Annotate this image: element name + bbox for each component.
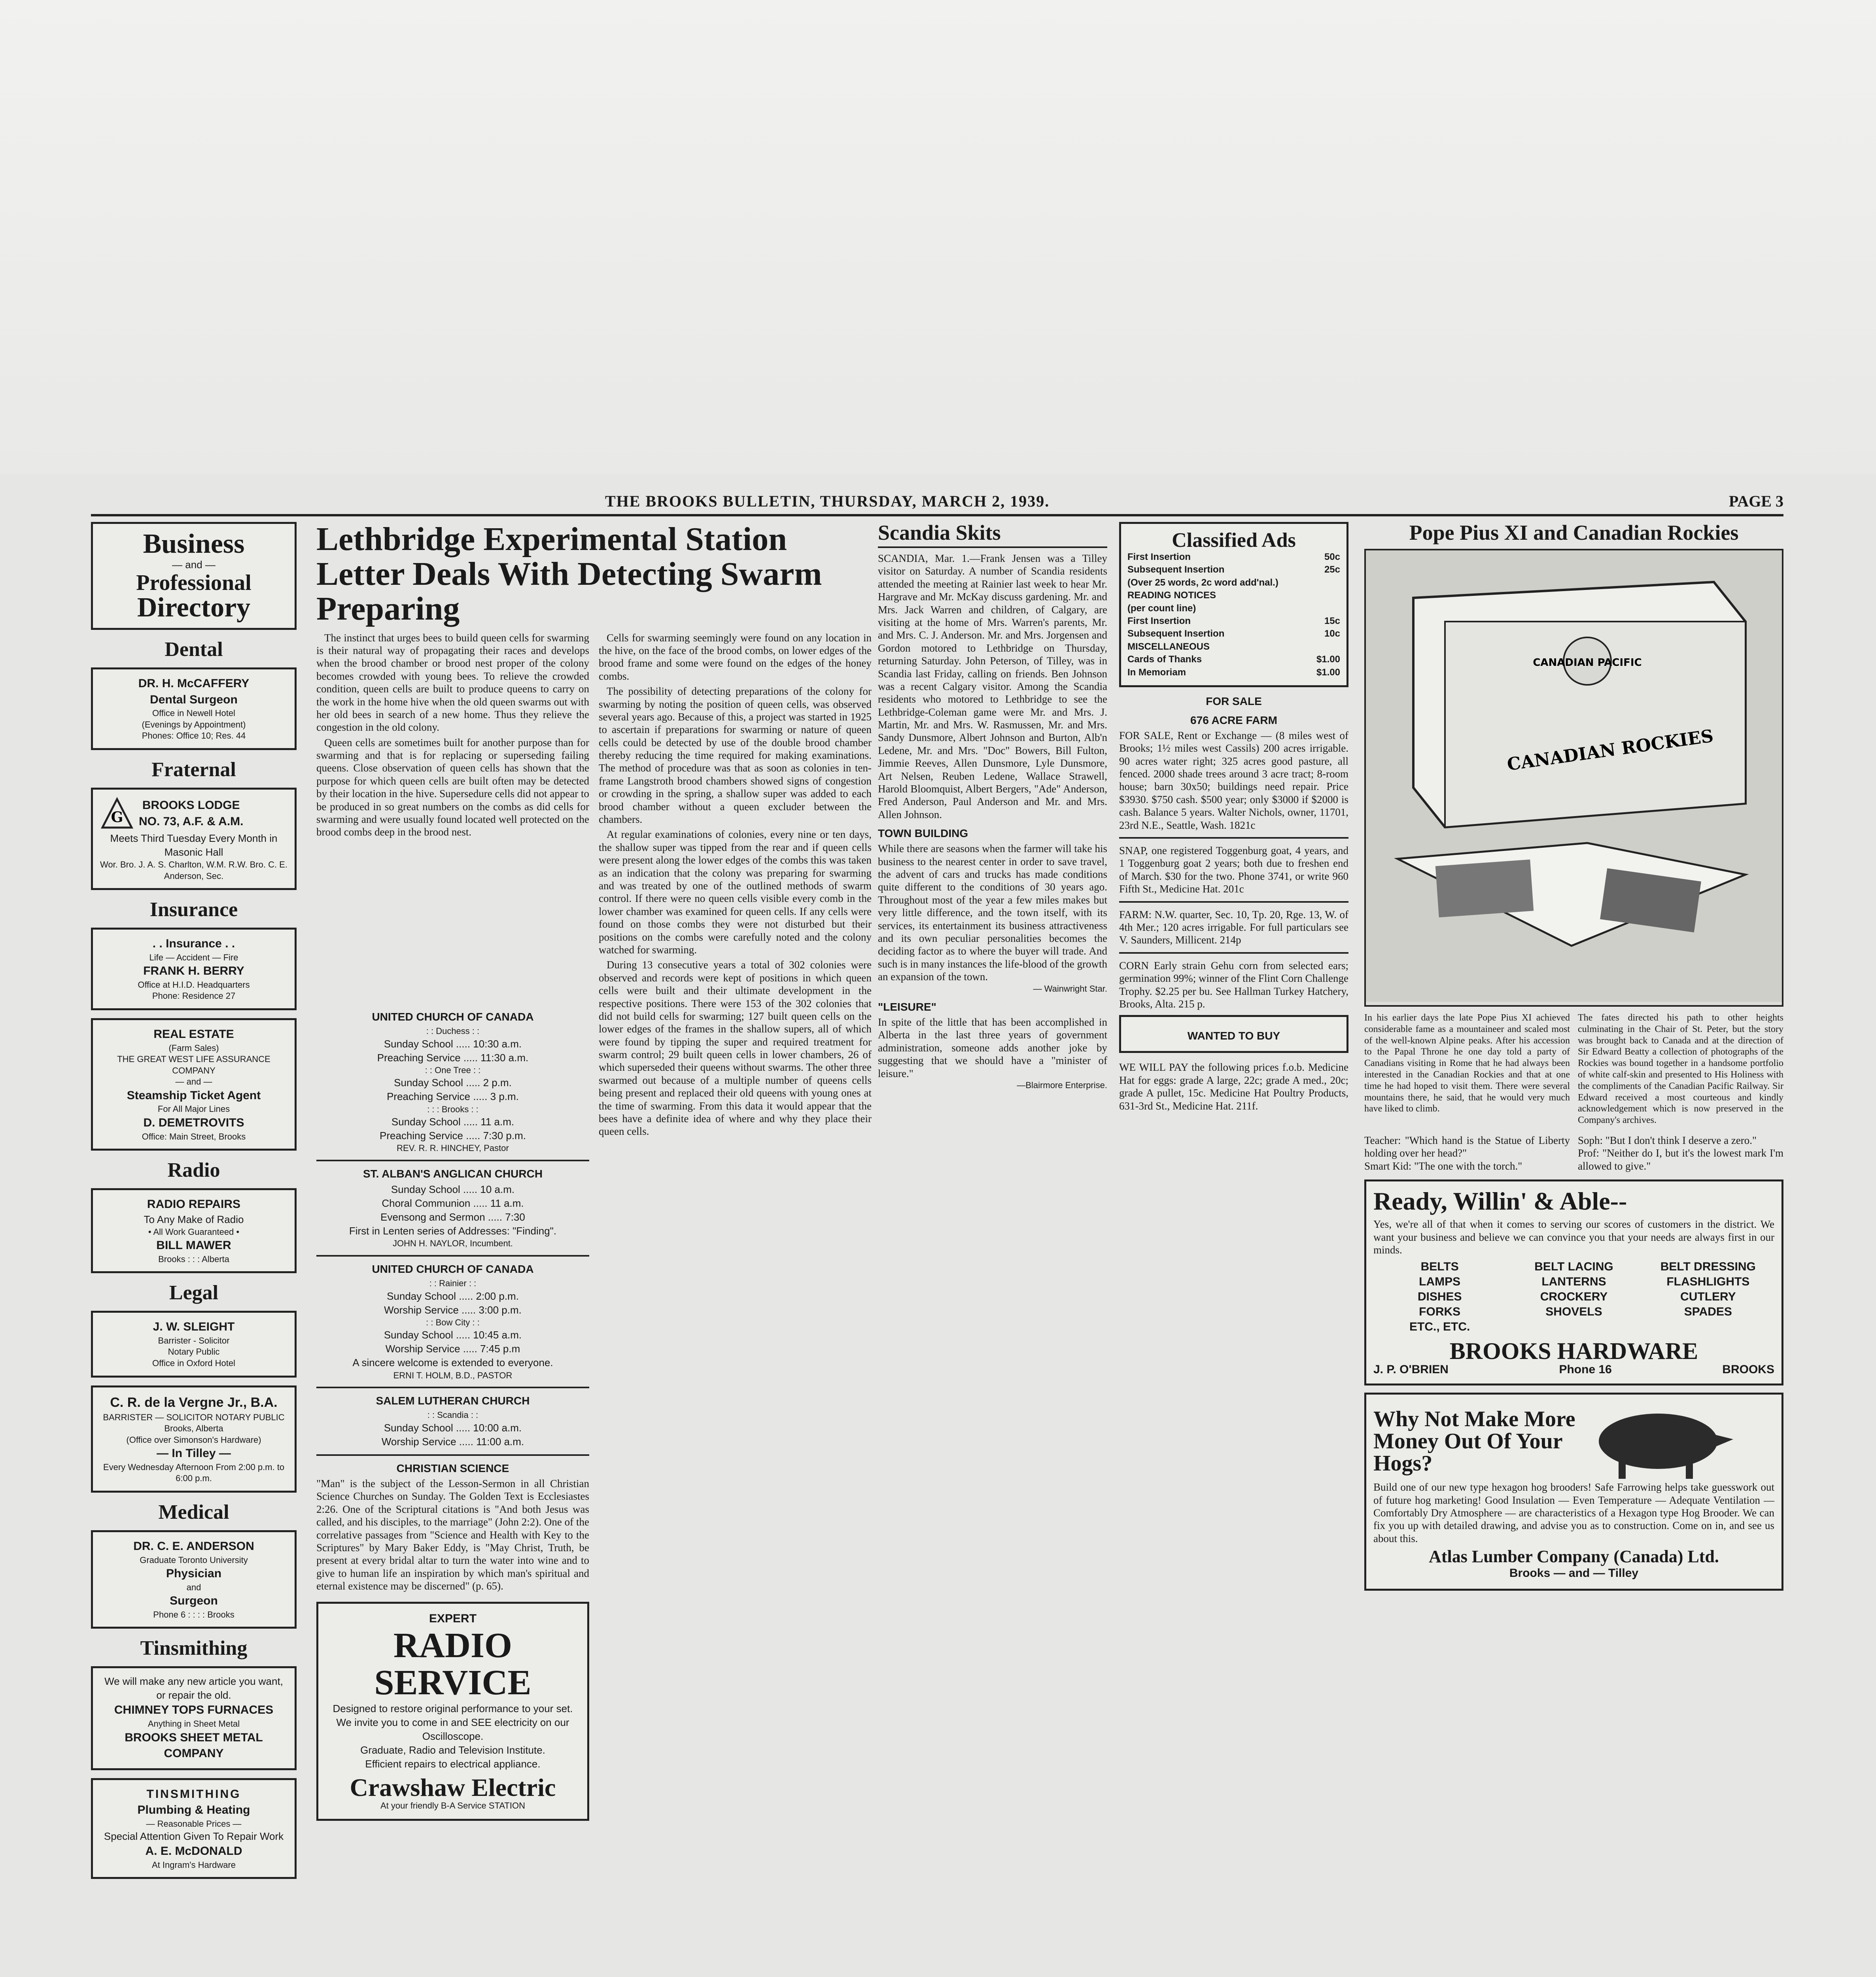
united2-pastor: ERNI T. HOLM, B.D., PASTOR [393,1370,512,1380]
for-sale-head: FOR SALE [1206,695,1262,707]
doctor-role-1: Physician [166,1567,222,1580]
hardware-item: CUTLERY [1680,1290,1736,1304]
rates-table [1127,551,1340,679]
tinsmith-company: BROOKS SHEET METAL COMPANY [125,1731,263,1760]
tinsmith2-prices: — Reasonable Prices — [146,1818,242,1829]
radio-name: BILL MAWER [156,1239,231,1252]
hardware-item: CROCKERY [1540,1290,1608,1304]
united-church-title: UNITED CHURCH OF CANADA [372,1011,534,1023]
joke-2: Smart Kid: "The one with the torch." [1364,1160,1522,1172]
hardware-item: BELTS [1420,1260,1459,1274]
hardware-items [1373,1260,1774,1334]
rate-price: 50c [1324,552,1340,562]
dentist-role: Dental Surgeon [150,693,238,706]
directory-title: Business [143,529,245,559]
section-heading-legal: Legal [169,1281,219,1304]
stalbans-sig: JOHN H. NAYLOR, Incumbent. [392,1238,513,1249]
insurance-agent: FRANK H. BERRY [143,964,244,978]
lodge-officers: Wor. Bro. J. A. S. Charlton, W.M. R.W. Bro. C. E. Anderson, Sec. [100,860,287,881]
rate-row [1127,666,1340,679]
united-l3: Sunday School ..... 2 p.m. [394,1077,512,1089]
fraternal-card [91,788,297,890]
rate-price: $1.00 [1316,654,1340,665]
divider [1119,901,1348,903]
directory-title-box [91,522,297,630]
section-heading-dental: Dental [165,638,223,661]
tinsmith-text: We will make any new article you want, or repair the old. [104,1675,283,1701]
leisure-sig: —Blairmore Enterprise. [1017,1080,1107,1091]
insurance-types: Life — Accident — Fire [149,952,238,962]
hog-text: Build one of our new type hexagon hog brooders! Safe Farrowing helps take guesswork out of future hog marketing! Good Insulation — Even Temperature — Adequate Ventilation — Comfortably Dry Atmosphere — are characteristics of a Hexagon type Hog Brooder. We can fix you up with detailed drawing, and advise you as to construction. Come on in, and see us about this. [1373,1481,1774,1544]
rate-label: READING NOTICES [1127,590,1216,601]
section-heading-tinsmithing: Tinsmithing [140,1637,248,1660]
realestate-office: Office: Main Street, Brooks [142,1131,246,1142]
tinsmith-chimney: CHIMNEY TOPS FURNACES [114,1703,274,1717]
page-header [91,490,1783,516]
radio-service-ad [316,1602,589,1821]
doctor-name: DR. C. E. ANDERSON [133,1540,254,1553]
svg-text:G: G [111,809,123,826]
scandia-column [878,522,1107,1091]
rate-row [1127,551,1340,563]
united2-l5: A sincere welcome is extended to everyone. [352,1357,553,1369]
tinsmith2-sub: Plumbing & Heating [137,1803,250,1817]
book-brand: CANADIAN PACIFIC [1533,657,1642,669]
hardware-item: FORKS [1419,1305,1461,1319]
joke-3: Soph: "But I don't think I deserve a zero." [1578,1134,1757,1146]
dentist-hours: (Evenings by Appointment) [142,719,246,730]
doctor-and: and [186,1582,201,1592]
pope-headline: Pope Pius XI and Canadian Rockies [1409,521,1739,544]
pope-feature [1364,522,1783,1598]
united2-l3: Sunday School ..... 10:45 a.m. [384,1329,522,1341]
microfilm-margin [0,0,1876,474]
radio-ad-l3: Graduate, Radio and Television Institute. [360,1744,545,1756]
radio-ad-name: Crawshaw Electric [350,1773,556,1802]
insurance-label: . . Insurance . . [152,937,235,951]
radio-guarantee: • All Work Guaranteed • [148,1227,240,1237]
portfolio-photo [1364,549,1783,1007]
wanted-head: WANTED TO BUY [1187,1030,1280,1042]
rate-row [1127,589,1340,602]
book-label: CANADIAN ROCKIES [1506,726,1715,775]
realestate-agent: D. DEMETROVITS [143,1116,244,1129]
rate-price: 25c [1324,564,1340,575]
pig-icon [1579,1402,1737,1481]
page-number: PAGE 3 [1728,492,1783,510]
newspaper-page [91,490,1783,1977]
church-notices [316,1004,589,1828]
dentist-phones: Phones: Office 10; Res. 44 [142,731,246,741]
classified-column [1119,522,1348,1112]
rate-row [1127,576,1340,589]
farm2-ad: FARM: N.W. quarter, Sec. 10, Tp. 20, Rge. 13, W. of 4th Mer.; 120 acres irrigable. For full particulars see V. Saunders, Millicent. 214p [1119,908,1348,946]
lethbridge-p4: The possibility of detecting preparations of the colony for swarming by noting the position of queen cells, was observed several years ago. Because of this, a project was started in 1925 to ascertain if preparations for swarming or nature of queen cells could be detected by use of the double brood chamber thereby reducing the time required for making examinations. The method of procedure was that as soon as colonies in ten-frame Langstroth brood chambers showed signs of congestion or crowding in the spring, a shallow super was added to each brood chamber without a queen excluder between the chambers. [599,685,872,826]
united-onetree: : : One Tree : : [425,1065,481,1075]
salem-l1: Sunday School ..... 10:00 a.m. [384,1421,522,1434]
rate-label: MISCELLANEOUS [1127,641,1210,652]
joke-4: Prof: "Neither do I, but it's the lowest mark I'm allowed to give." [1578,1147,1783,1172]
hardware-text: Yes, we're all of that when it comes to serving our scores of customers in the district. We want your business and believe we can convince you that your needs are always first in our minds. [1373,1218,1774,1256]
lawyer2-role: BARRISTER — SOLICITOR NOTARY PUBLIC [103,1412,285,1422]
united-duchess: : : Duchess : : [426,1026,480,1036]
hardware-item: DISHES [1417,1290,1462,1304]
lethbridge-p1: The instinct that urges bees to build queen cells for swarming is their natural way of propagating their races and develops when the brood chamber or brood nest proper of the colony becomes crowded with young bees. To relieve the crowded condition, queen cells are built to produce queens to carry on the work in the home hive when the old queen swarms out with her old bees in search of a new home. Thus they relieve the congestion in the old colony. [316,631,589,733]
radio-ad-l4: Efficient repairs to electrical appliance. [365,1758,541,1770]
hardware-phone: Phone 16 [1559,1363,1612,1376]
pope-caption-2: The fates directed his path to other heights culminating in the Chair of St. Peter, but the story was brought back to Canada and at the direction of Sir Edward Beatty a collection of photographs of the Rockies was bound together in a handsome portfolio of white calf-skin and presented to His Holiness with the compliments of the Canadian Pacific Railway. Sir Edward received a most courteous and kindly acknowledgement which is now preserved in the Company's archives. [1578,1013,1783,1126]
scandia-text: SCANDIA, Mar. 1.—Frank Jensen was a Tilley visitor on Saturday. A number of Scandia residents attended the meeting at Rainier last week to hear Mr. Hargrave and Mr. McKay discuss gardening. Mr. and Mrs. Jack Warren and children, of Calgary, are visiting at the home of Mrs. Warren's parents, Mr. and Mrs. C. J. Anderson. Mr. and Mrs. Jorgensen and Gordon motored to Lethbridge on Thursday, returning Saturday. John Peterson, of Tilley, was in Scandia last Friday, calling on friends. Ben Johnson was a recent Calgary visitor. Among the Scandia residents who motored to Lethbridge to see the Lethbridge-Coleman game were Mr. and Mrs. J. Martin, Mr. and Mrs. W. Rasmussen, Mr. and Mrs. Sandy Dunsmore, Albert Johnson and Burton, Alb'n Ledene, Mr. and Mrs. "Doc" Bowers, Bill Fulton, Jimmie Reeves, Allen Dunsmore, Lyle Dunsmore, Art Nelsen, Reuben Ledene, Wallace Strawell, Harold Bloomquist, Albert Bergers, "Ade" Anderson, Fred Anderson, Paul Anderson and Mr. and Mrs. Allen Johnson. [878,552,1107,820]
radio-card [91,1188,297,1273]
hardware-item: SPADES [1684,1305,1732,1319]
tinsmith2-name: A. E. McDONALD [145,1845,242,1858]
section-heading-insurance: Insurance [149,898,238,921]
pope-caption-1: In his earlier days the late Pope Pius XI achieved considerable fame as a mountaineer and scaled most of the well-known Alpine peaks. After his accession to the Papal Throne he one day told a party of Canadians visiting in Rome that he had always been interested in the Canadian Rockies and that at one time he had hoped to visit them. There were several mountains there, he said, that he would very much have liked to climb. [1364,1013,1570,1114]
hardware-name: BROOKS HARDWARE [1449,1338,1698,1365]
hardware-item: LANTERNS [1541,1275,1606,1289]
realestate-steamship: Steamship Ticket Agent [127,1089,261,1102]
rate-price: 10c [1324,628,1340,639]
united-l5: Sunday School ..... 11 a.m. [391,1116,514,1128]
divider [316,1255,589,1257]
doctor-phone: Phone 6 : : : : Brooks [153,1609,234,1620]
hardware-item: ETC., ETC. [1409,1320,1470,1334]
rate-price: $1.00 [1316,667,1340,678]
united-l2: Preaching Service ..... 11:30 a.m. [377,1051,529,1064]
lawyer2-name: C. R. de la Vergne Jr., B.A. [110,1395,278,1410]
classified-title: Classified Ads [1172,529,1296,552]
divider [316,1454,589,1456]
medical-card [91,1530,297,1629]
realestate-title: REAL ESTATE [153,1028,234,1041]
realestate-and: — and — [175,1077,212,1087]
rate-label: Subsequent Insertion [1127,628,1225,639]
united-l1: Sunday School ..... 10:30 a.m. [384,1038,522,1050]
rate-label: (per count line) [1127,603,1196,614]
united2-title: UNITED CHURCH OF CANADA [372,1263,534,1275]
leisure-head: "LEISURE" [878,1001,936,1013]
rate-row [1127,653,1340,666]
scandia-headline: Scandia Skits [878,522,1107,548]
hardware-item: LAMPS [1419,1275,1461,1289]
dentist-office: Office in Newell Hotel [152,708,235,718]
dental-card [91,667,297,750]
tinsmith-metal: Anything in Sheet Metal [148,1718,240,1729]
lethbridge-p2: Queen cells are sometimes built for another purpose than for swarming and that is for replacing or superseding failing queens. Close observation of queen cells has shown that the purpose for which queen cells are built often may be detected by their location in the hive. Supersedure cells did not appear to be produced in so great numbers on the combs as did cells for swarming and were usually found located well protected on the brood combs deep in the brood nest. [316,736,589,838]
snap-ad: SNAP, one registered Toggenburg goat, 4 years, and 1 Toggenburg goat 2 years; both due to freshen end of March. $30 for the two. Phone 3741, or write 960 Fifth St., Medicine Hat. 201c [1119,845,1348,895]
radio-town: Brooks : : : Alberta [158,1254,229,1264]
united-brooks: : : : Brooks : : [427,1104,478,1114]
realestate-company: THE GREAT WEST LIFE ASSURANCE COMPANY [117,1054,270,1075]
rate-row [1127,563,1340,576]
lawyer-role: Barrister - Solicitor [158,1335,230,1346]
divider [1119,952,1348,954]
divider [1119,837,1348,839]
realestate-lines: For All Major Lines [157,1104,230,1114]
rate-price: 15c [1324,615,1340,626]
wanted-box [1119,1015,1348,1053]
radio-ad-title-1: RADIO [393,1625,512,1665]
united2-rainier: : : Rainier : : [429,1278,477,1288]
rate-label: First Insertion [1127,552,1191,562]
united2-bowcity: : : Bow City : : [426,1317,480,1327]
rate-row [1127,641,1340,653]
hardware-item: BELT DRESSING [1660,1260,1756,1274]
united2-l1: Sunday School ..... 2:00 p.m. [387,1290,519,1302]
tinsmith2-title: TINSMITHING [146,1787,241,1801]
rate-row [1127,627,1340,640]
lawyer-name: J. W. SLEIGHT [153,1320,235,1334]
doctor-grad: Graduate Toronto University [140,1555,248,1565]
divider [316,1160,589,1161]
joke-1: Teacher: "Which hand is the Statue of Liberty holding over her head?" [1364,1134,1570,1159]
corn-ad: CORN Early strain Gehu corn from selected ears; germination 99%; winner of the Flint Corn Challenge Trophy. $2.25 per bu. See Hallman Turkey Hatchery, Brooks, Alta. 215 p. [1119,959,1348,1010]
lethbridge-p5: At regular examinations of colonies, every nine or ten days, the shallow super was tipped from the rear and if queen cells were present along the lower edges of the combs this was taken as an indication that the colony was preparing for swarming and was treated by one of the outlined methods of swarm control. If there were no queen cells visible every comb in the lower chamber was examined for queen cells. If any cells were found on those combs they were not disturbed but their positions on the combs were carefully noted and the colony watched for swarming. [599,828,872,956]
directory-title-2: Directory [137,592,251,623]
hardware-owner: J. P. O'BRIEN [1373,1363,1449,1376]
tinsmith2-location: At Ingram's Hardware [151,1860,236,1870]
salem-scandia: : : Scandia : : [427,1410,478,1420]
salem-l2: Worship Service ..... 11:00 a.m. [381,1435,524,1448]
realestate-sub: (Farm Sales) [168,1043,219,1053]
radio-ad-tag: At your friendly B-A Service STATION [380,1801,525,1811]
directory-column [91,522,297,1887]
town-building-sig: — Wainwright Star. [1033,983,1107,994]
radio-sub: To Any Make of Radio [144,1213,244,1225]
section-heading-radio: Radio [167,1159,220,1182]
lethbridge-p3: Cells for swarming seemingly were found on any location in the hive, on the face of the brood combs, on lower edges of the brood frame and some were found on the edges of the honey combs. [599,631,872,682]
hardware-title: Ready, Willin' & Able-- [1373,1187,1627,1215]
masthead-line: THE BROOKS BULLETIN, THURSDAY, MARCH 2, 1939. [605,492,1050,510]
lawyer2-tilley: — In Tilley — [157,1447,231,1460]
hardware-item: FLASHLIGHTS [1666,1275,1750,1289]
stalbans-l1: Sunday School ..... 10 a.m. [391,1183,515,1195]
legal-card [91,1311,297,1377]
town-building-head: TOWN BUILDING [878,827,968,840]
stalbans-l4: First in Lenten series of Addresses: "Finding". [349,1225,557,1237]
farm-ad: FOR SALE, Rent or Exchange — (8 miles west of Brooks; 1½ miles west Cassils) 200 acres irrigable. 90 acres water right; 325 acres good pasture, all fenced. 2000 shade trees around 3 acre tract; 8-room house; barn 30x50; buildings need repair. Price $3930. $750 cash. $500 year; only $3000 if $2000 is cash. Balance 5 years. Walter Nichols, owner, 11701, 23rd N.E., Seattle, Wash. 1821c [1119,729,1348,831]
rate-label: Cards of Thanks [1127,654,1202,665]
stalbans-l2: Choral Communion ..... 11 a.m. [382,1197,524,1210]
hardware-town: BROOKS [1722,1363,1774,1376]
tinsmith-card [91,1666,297,1770]
united-l4: Preaching Service ..... 3 p.m. [387,1091,519,1103]
section-heading-fraternal: Fraternal [151,758,236,781]
portfolio-book-icon [1366,550,1782,1002]
divider [316,1387,589,1388]
rate-row [1127,602,1340,615]
section-heading-medical: Medical [158,1501,229,1524]
salem-title: SALEM LUTHERAN CHURCH [376,1395,530,1407]
hardware-item: BELT LACING [1534,1260,1613,1274]
rate-label: (Over 25 words, 2c word add'nal.) [1127,577,1278,588]
farm-head: 676 ACRE FARM [1190,714,1277,726]
lodge-number: NO. 73, A.F. & A.M. [139,815,244,828]
lethbridge-p6: During 13 consecutive years a total of 302 colonies were observed and records were kept of positions in which queen cells were built and their ultimate development in the respective positions. There were 153 of the 302 colonies that did not build cells for swarming; 127 built queen cells on the lower edges of the frames in the shallow supers, all of which were found by tipping the super and required treatment for swarm control; 29 built queen cells in lower chambers, 26 of which superseded their queens without swarms. The other three swarmed out because of a multiple number of queens cells being present and replaced their old queens with young ones at the time of swarming. From this data it would appear that the bees have a definite idea of where and why they place their queen cells. [599,959,872,1138]
science-title: CHRISTIAN SCIENCE [396,1462,509,1474]
insurance-phone: Phone: Residence 27 [152,991,236,1001]
lawyer2-office: (Office over Simonson's Hardware) [126,1435,261,1445]
radio-ad-title-2: SERVICE [374,1663,531,1703]
directory-subtitle: Professional [136,571,252,595]
lodge-meets: Meets Third Tuesday Every Month in Masonic Hall [110,832,278,858]
dentist-name: DR. H. McCAFFERY [138,677,250,690]
leisure-text: In spite of the little that has been accomplished in Alberta in the last three years of government administration, someone adds another joke by suggesting that we should have a "minister of leisure." [878,1016,1107,1079]
radio-ad-l2: We invite you to come in and SEE electricity on our Oscilloscope. [336,1716,569,1743]
lawyer-office: Office in Oxford Hotel [152,1358,235,1368]
hardware-item: SHOVELS [1545,1305,1602,1319]
tinsmith-card-2 [91,1778,297,1879]
insurance-office: Office at H.I.D. Headquarters [138,979,250,990]
legal-card-2 [91,1385,297,1493]
directory-and: — and — [172,559,216,571]
hog-towns: Brooks — and — Tilley [1509,1567,1639,1580]
town-building-text: While there are seasons when the farmer will take his business to the nearest center in order to save travel, the advent of cars and trucks has made conditions quite different to the conditions of 30 years ago. Throughout most of the year a few miles makes but very little difference, and the town itself, with its services, its entertainment its business attractiveness and its own peculiar personalities becomes the deciding factor as to where the buyer will trade. And such is in many instances the life-blood of the growth an expansion of the town. [878,843,1107,983]
radio-title: RADIO REPAIRS [147,1198,241,1211]
doctor-role-2: Surgeon [170,1594,218,1608]
lawyer2-town: Brooks, Alberta [164,1423,223,1434]
united-l6: Preaching Service ..... 7:30 p.m. [380,1130,526,1142]
lawyer-notary: Notary Public [168,1347,220,1357]
masonic-emblem-icon [99,796,135,832]
rate-label: Subsequent Insertion [1127,564,1225,575]
lawyer2-days: Every Wednesday Afternoon From 2:00 p.m. to 6:00 p.m. [103,1462,285,1484]
stalbans-title: ST. ALBAN'S ANGLICAN CHURCH [363,1167,543,1180]
classified-rates [1119,522,1348,687]
united-pastor: REV. R. R. HINCHEY, Pastor [397,1143,509,1153]
lodge-name: BROOKS LODGE [142,799,240,812]
rate-row [1127,615,1340,627]
radio-ad-l1: Designed to restore original performance to your set. [333,1702,573,1714]
united2-l2: Worship Service ..... 3:00 p.m. [384,1304,522,1316]
lethbridge-headline: Lethbridge Experimental Station Letter Deals With Detecting Swarm Preparing [316,521,822,627]
lethbridge-col-2 [599,631,872,1140]
wanted-text: WE WILL PAY the following prices f.o.b. Medicine Hat for eggs: grade A large, 22c; grade A med., 20c; grade A pullet, 15c. Medicine Hat Poultry Products, 631-3rd St., Medicine Hat. 211f. [1119,1061,1348,1112]
radio-ad-expert: EXPERT [429,1612,477,1625]
insurance-card [91,928,297,1010]
hog-company: Atlas Lumber Company (Canada) Ltd. [1429,1547,1719,1567]
hog-title: Why Not Make More Money Out Of Your Hogs? [1373,1407,1575,1476]
science-text: "Man" is the subject of the Lesson-Sermon in all Christian Science Churches on Sunday. The Golden Text is Ecclesiastes 2:26. One of the Scriptural citations is "And both Jesus was called, and his disciples, to the marriage" (John 2:2). One of the correlative passages from "Science and Health with Key to the Scriptures" by Mary Baker Eddy, is "May Christ, Truth, be present at every bridal altar to turn the water into wine and to give to human life an inspiration by which man's spiritual and eternal existence may be discerned" (p. 65). [316,1477,589,1592]
hog-ad [1364,1393,1783,1590]
tinsmith2-attention: Special Attention Given To Repair Work [104,1830,284,1843]
rate-label: First Insertion [1127,615,1191,626]
rate-label: In Memoriam [1127,667,1186,678]
stalbans-l3: Evensong and Sermon ..... 7:30 [380,1211,525,1223]
realestate-card [91,1018,297,1151]
united2-l4: Worship Service ..... 7:45 p.m [385,1343,520,1355]
hardware-ad [1364,1179,1783,1385]
